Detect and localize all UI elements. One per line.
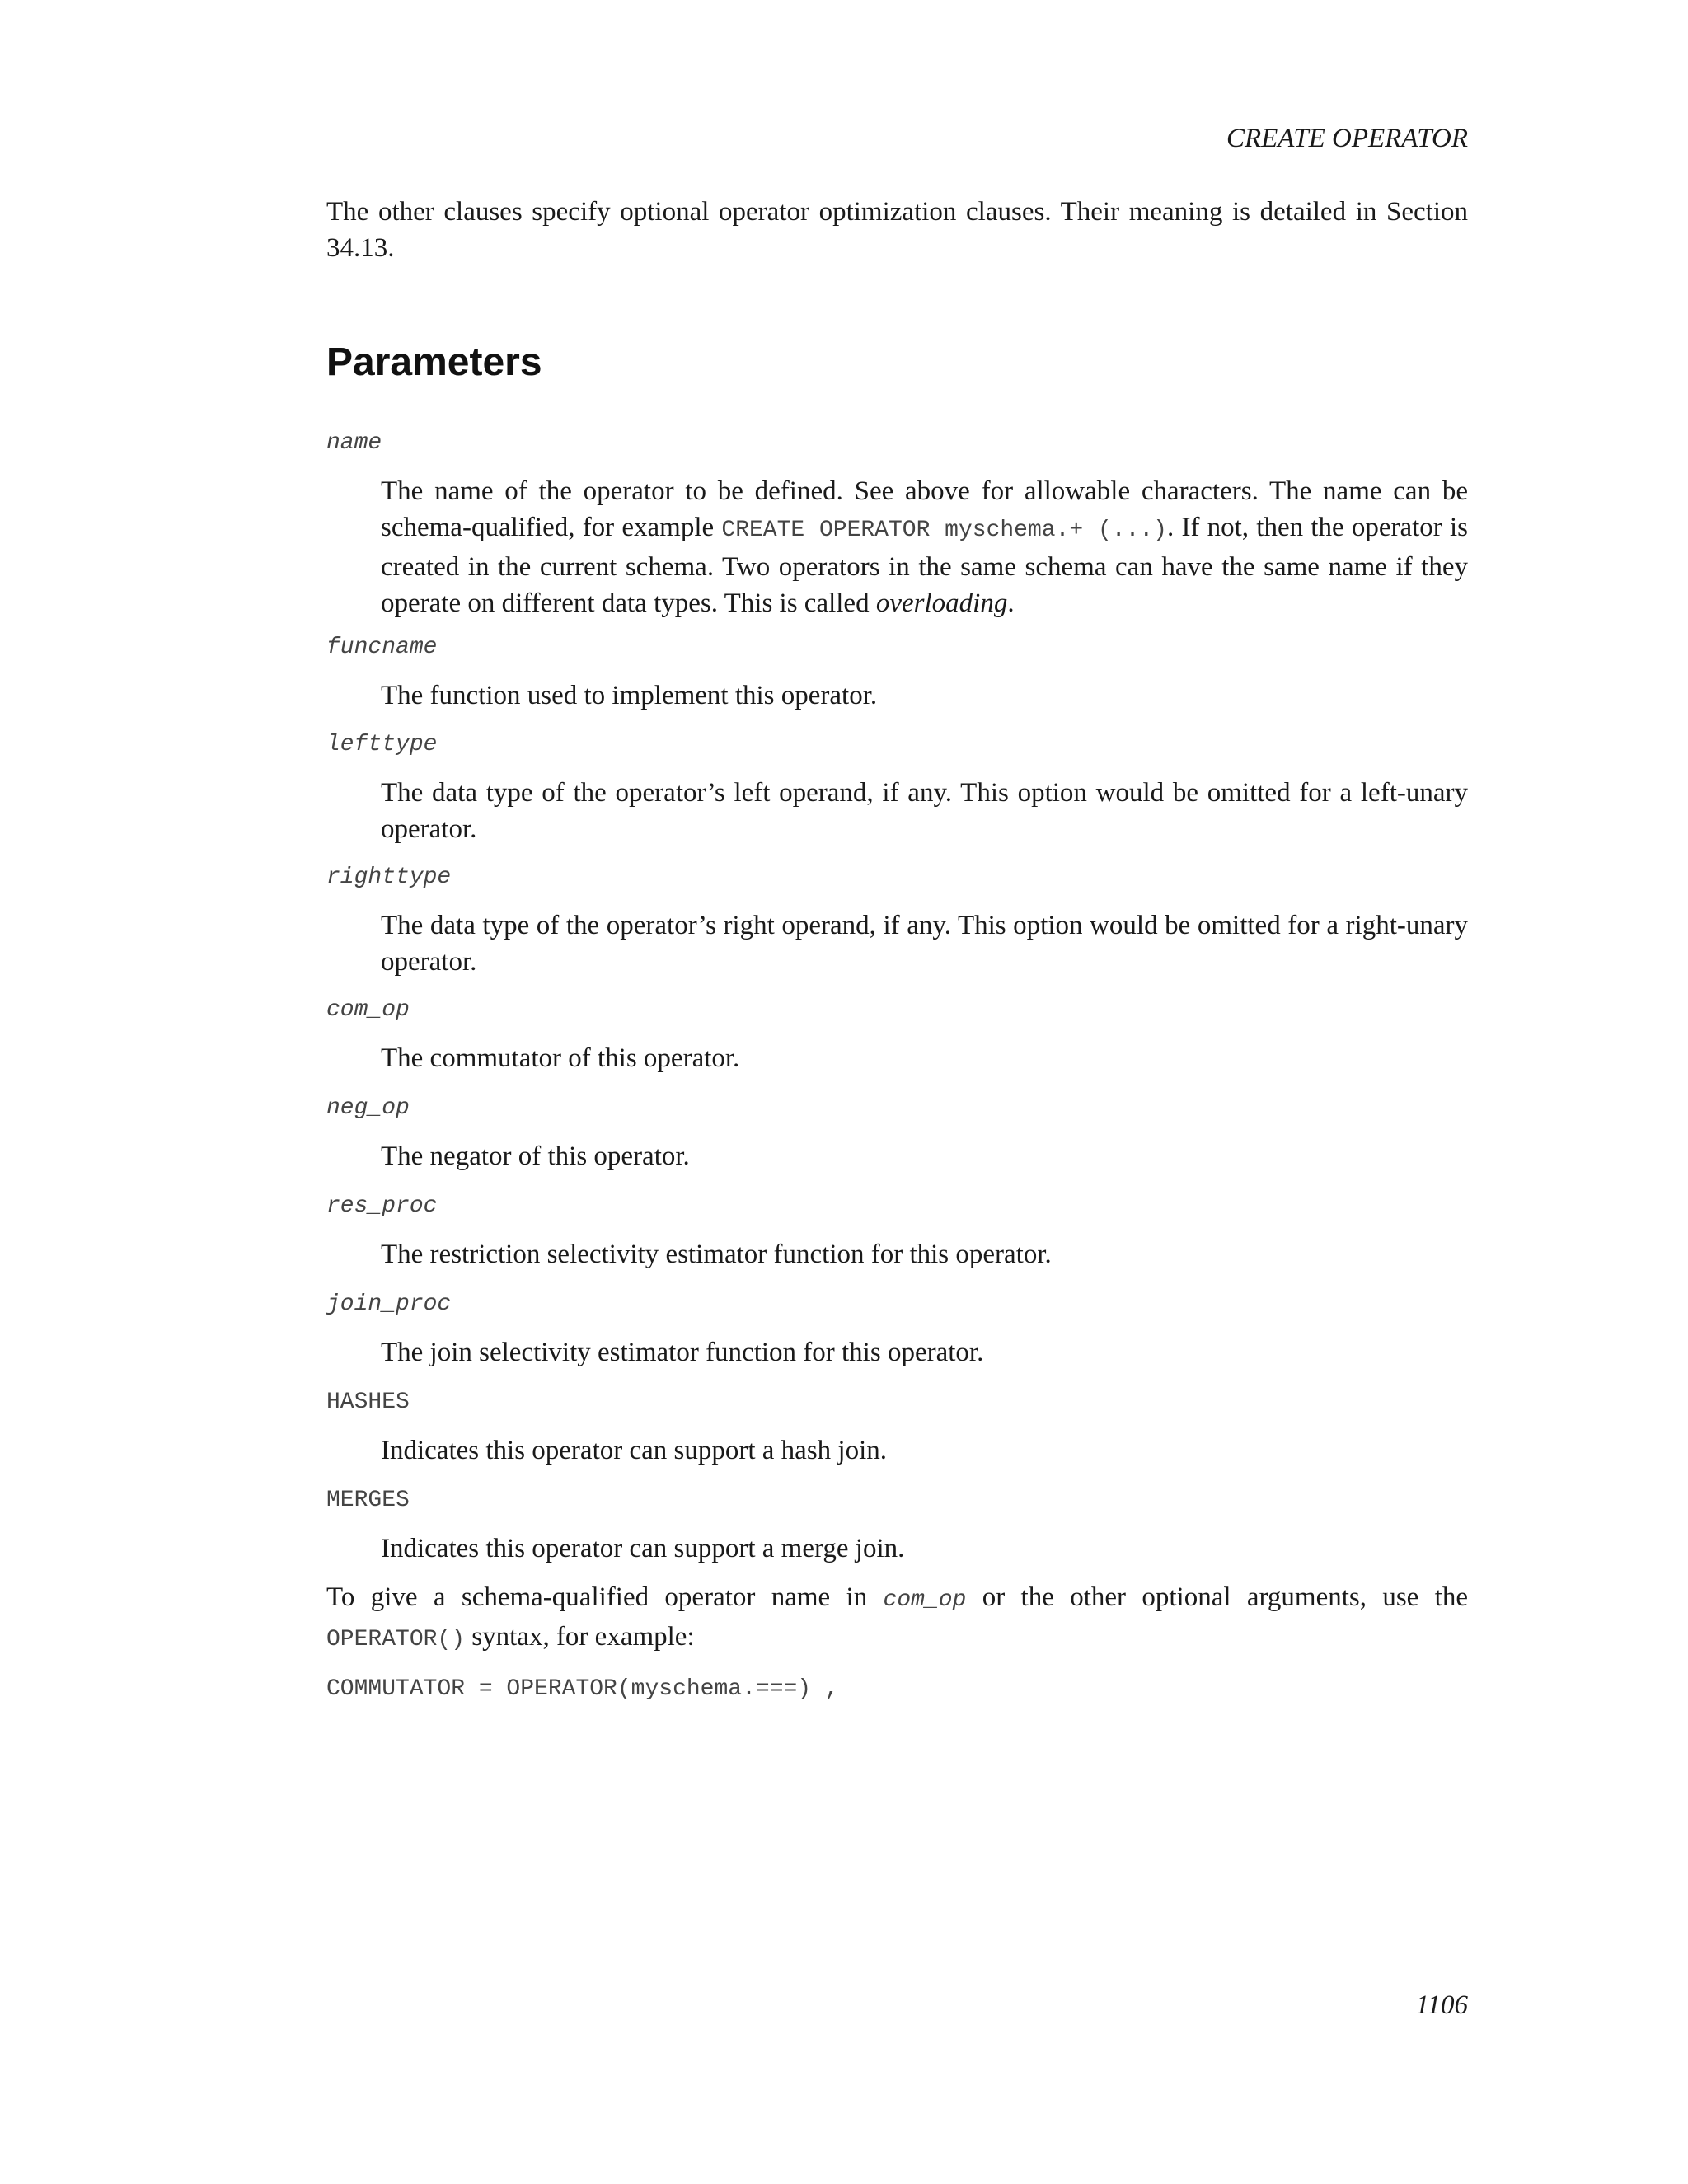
closing-text-part3: syntax, for example: xyxy=(465,1622,695,1652)
param-desc-join-proc: The join selectivity estimator function for this operator. xyxy=(381,1338,984,1367)
param-desc-com-op: The commutator of this operator. xyxy=(381,1043,740,1073)
param-desc-res-proc: The restriction selectivity estimator function for this operator. xyxy=(381,1240,1052,1269)
section-heading: Parameters xyxy=(326,340,542,384)
inline-code-com-op: com_op xyxy=(883,1587,967,1613)
param-desc-merges: Indicates this operator can support a merge join. xyxy=(381,1534,905,1563)
param-desc-lefttype: The data type of the operator’s left operand, if any. This option would be omitted for a left-unary operator. xyxy=(381,778,1468,844)
param-term-join-proc: join_proc xyxy=(326,1291,452,1317)
param-term-com-op: com_op xyxy=(326,997,410,1023)
param-desc-funcname: The function used to implement this operator. xyxy=(381,681,878,710)
closing-text-part1: To give a schema-qualified operator name in xyxy=(326,1582,884,1612)
code-example: COMMUTATOR = OPERATOR(myschema.===) , xyxy=(326,1676,839,1702)
param-term-lefttype: lefttype xyxy=(326,732,438,757)
inline-code-create-operator: CREATE OPERATOR myschema.+ (...) xyxy=(721,518,1167,543)
emphasis-overloading: overloading xyxy=(875,588,1008,618)
intro-paragraph: The other clauses specify optional operator optimization clauses. Their meaning is detailed in Section 34.13. xyxy=(326,197,1468,263)
page-number: 1106 xyxy=(1415,1990,1468,2020)
closing-text-part2: or the other optional arguments, use the xyxy=(966,1582,1468,1612)
running-header: CREATE OPERATOR xyxy=(1226,124,1468,153)
param-desc-neg-op: The negator of this operator. xyxy=(381,1141,690,1171)
param-term-name: name xyxy=(326,430,382,456)
param-term-hashes: HASHES xyxy=(326,1390,410,1415)
param-desc-righttype: The data type of the operator’s right operand, if any. This option would be omitted for a right-unary operator. xyxy=(381,911,1468,977)
param-term-neg-op: neg_op xyxy=(326,1095,410,1121)
closing-paragraph xyxy=(326,1579,1468,1658)
param-desc-name-part3: . xyxy=(1007,588,1015,618)
param-desc-hashes: Indicates this operator can support a hash join. xyxy=(381,1436,887,1465)
inline-code-operator: OPERATOR() xyxy=(326,1627,466,1652)
param-desc-name-part2: . If not, then the operator is created in the current schema. Two operators in the same schema can have the same name if they operate on different data types. This is called xyxy=(381,513,1469,618)
param-term-merges: MERGES xyxy=(326,1488,410,1513)
param-term-res-proc: res_proc xyxy=(326,1193,438,1219)
param-term-righttype: righttype xyxy=(326,865,452,890)
param-desc-name-part1: The name of the operator to be defined. See above for allowable characters. The name can be schema-qualified, for example xyxy=(381,476,1468,542)
param-term-funcname: funcname xyxy=(326,635,438,660)
param-desc-name xyxy=(381,473,1468,621)
